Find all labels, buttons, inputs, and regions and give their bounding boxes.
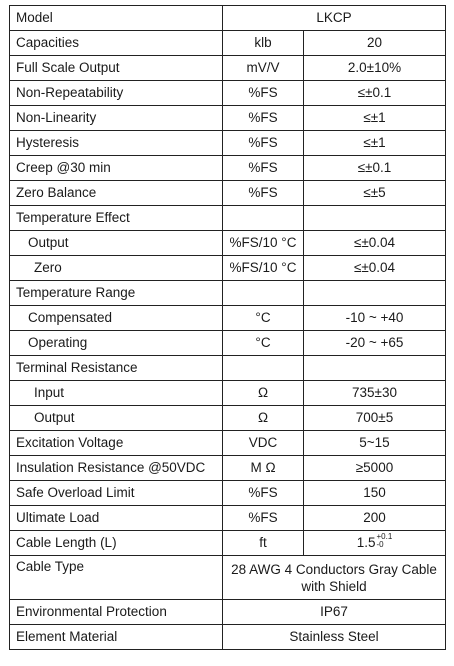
unit-cell: %FS/10 °C xyxy=(223,256,304,281)
unit-cell: ft xyxy=(223,531,304,556)
table-row xyxy=(10,481,446,506)
param-label: Element Material xyxy=(10,625,223,650)
table-row xyxy=(10,156,446,181)
value-cell: -20 ~ +65 xyxy=(304,331,446,356)
value-cell: 735±30 xyxy=(304,381,446,406)
table-row-group-header xyxy=(10,206,446,231)
cable-length-value: 1.5 xyxy=(356,534,376,550)
param-label: Non-Repeatability xyxy=(10,81,223,106)
value-cell: ≤±0.1 xyxy=(304,156,446,181)
param-label: Creep @30 min xyxy=(10,156,223,181)
value-cell: 700±5 xyxy=(304,406,446,431)
unit-cell xyxy=(223,356,304,381)
unit-cell: mV/V xyxy=(223,56,304,81)
param-label: Output xyxy=(10,406,223,431)
value-cell: ≤±0.04 xyxy=(304,256,446,281)
value-cell xyxy=(304,356,446,381)
value-cell: Stainless Steel xyxy=(223,625,446,650)
param-label: Output xyxy=(10,231,223,256)
value-cell: ≤±1 xyxy=(304,106,446,131)
table-row xyxy=(10,556,446,600)
param-label: Hysteresis xyxy=(10,131,223,156)
param-label: Zero Balance xyxy=(10,181,223,206)
value-cell: ≥5000 xyxy=(304,456,446,481)
table-row xyxy=(10,406,446,431)
table-row xyxy=(10,431,446,456)
param-label: Zero xyxy=(10,256,223,281)
value-cell: IP67 xyxy=(223,600,446,625)
value-cell: 28 AWG 4 Conductors Gray Cable with Shield xyxy=(223,556,446,600)
param-label: Full Scale Output xyxy=(10,56,223,81)
value-cell: 2.0±10% xyxy=(304,56,446,81)
param-label: Non-Linearity xyxy=(10,106,223,131)
table-row xyxy=(10,181,446,206)
param-label: Operating xyxy=(10,331,223,356)
tolerance-plus: +0.1 xyxy=(376,532,393,542)
table-row xyxy=(10,600,446,625)
value-cell: 5~15 xyxy=(304,431,446,456)
model-label: Model xyxy=(10,6,223,31)
param-label: Cable Length (L) xyxy=(10,531,223,556)
unit-cell: %FS/10 °C xyxy=(223,231,304,256)
table-row xyxy=(10,231,446,256)
model-value: LKCP xyxy=(223,6,446,31)
param-label: Capacities xyxy=(10,31,223,56)
table-row xyxy=(10,306,446,331)
unit-cell: °C xyxy=(223,306,304,331)
unit-cell: klb xyxy=(223,31,304,56)
unit-cell: %FS xyxy=(223,506,304,531)
param-label: Temperature Range xyxy=(10,281,223,306)
specifications-table xyxy=(9,5,446,650)
table-row-group-header xyxy=(10,356,446,381)
param-label: Input xyxy=(10,381,223,406)
value-cell xyxy=(304,281,446,306)
unit-cell: %FS xyxy=(223,106,304,131)
param-label: Compensated xyxy=(10,306,223,331)
table-row-model xyxy=(10,6,446,31)
unit-cell: VDC xyxy=(223,431,304,456)
param-label: Insulation Resistance @50VDC xyxy=(10,456,223,481)
table-row xyxy=(10,625,446,650)
value-cell: ≤±0.1 xyxy=(304,81,446,106)
tolerance-stack xyxy=(376,533,392,549)
value-cell xyxy=(304,531,446,556)
table-row xyxy=(10,81,446,106)
value-cell: 150 xyxy=(304,481,446,506)
table-row xyxy=(10,256,446,281)
unit-cell xyxy=(223,281,304,306)
unit-cell: %FS xyxy=(223,156,304,181)
param-label: Terminal Resistance xyxy=(10,356,223,381)
unit-cell xyxy=(223,206,304,231)
table-row xyxy=(10,531,446,556)
value-cell: ≤±0.04 xyxy=(304,231,446,256)
unit-cell: Ω xyxy=(223,381,304,406)
table-row xyxy=(10,106,446,131)
table-row xyxy=(10,331,446,356)
table-row xyxy=(10,56,446,81)
unit-cell: %FS xyxy=(223,181,304,206)
table-row xyxy=(10,381,446,406)
table-row-group-header xyxy=(10,281,446,306)
unit-cell: %FS xyxy=(223,131,304,156)
unit-cell: Ω xyxy=(223,406,304,431)
unit-cell: M Ω xyxy=(223,456,304,481)
table-row xyxy=(10,456,446,481)
unit-cell: %FS xyxy=(223,481,304,506)
value-cell: 200 xyxy=(304,506,446,531)
value-cell: -10 ~ +40 xyxy=(304,306,446,331)
unit-cell: %FS xyxy=(223,81,304,106)
value-cell: 20 xyxy=(304,31,446,56)
param-label: Temperature Effect xyxy=(10,206,223,231)
table-row xyxy=(10,131,446,156)
value-cell: ≤±5 xyxy=(304,181,446,206)
value-cell: ≤±1 xyxy=(304,131,446,156)
table-row xyxy=(10,506,446,531)
param-label: Excitation Voltage xyxy=(10,431,223,456)
unit-cell: °C xyxy=(223,331,304,356)
table-row xyxy=(10,31,446,56)
param-label: Environmental Protection xyxy=(10,600,223,625)
param-label: Cable Type xyxy=(10,556,223,600)
param-label: Safe Overload Limit xyxy=(10,481,223,506)
value-cell xyxy=(304,206,446,231)
tolerance-minus: -0 xyxy=(376,540,384,550)
param-label: Ultimate Load xyxy=(10,506,223,531)
